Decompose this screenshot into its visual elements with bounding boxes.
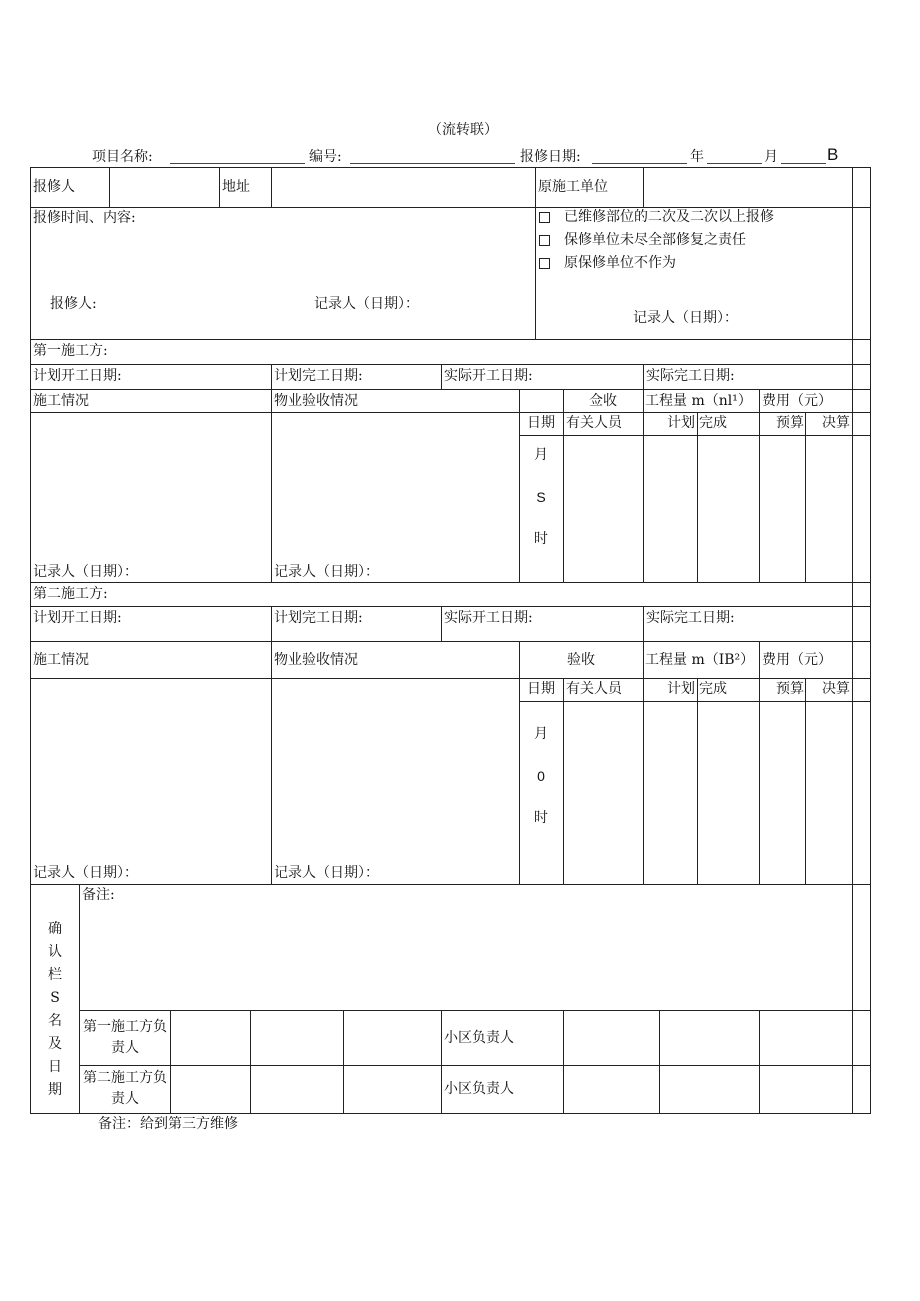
option-label-1: 已维修部位的二次及二次以上报修 (564, 209, 774, 225)
confirm-remark-label: 备注: (82, 887, 115, 903)
rule (30, 582, 871, 583)
second-month-char: 月 (534, 726, 548, 742)
second-construction-label: 施工情况 (33, 652, 89, 668)
rule (271, 641, 272, 885)
reporter-label: 报修人 (33, 179, 75, 195)
confirm-side-label: 确认栏S名及日期 (48, 921, 62, 1098)
rule (441, 1010, 442, 1114)
community-lead-label-1: 小区负责人 (444, 1030, 514, 1046)
report-date-label: 报修日期: (520, 149, 581, 165)
rule (271, 364, 272, 390)
rule (343, 1010, 344, 1114)
first-party-title: 第一施工方: (33, 343, 108, 359)
rule (643, 389, 644, 583)
first-cost-label: 费用（元） (762, 393, 832, 409)
second-quantity-label: 工程量 m（IB²） (645, 652, 755, 668)
second-party-title: 第二施工方: (33, 586, 108, 602)
first-party-lead-label: 第一施工方负责人 (83, 1019, 167, 1056)
original-unit-label: 原施工单位 (538, 179, 608, 195)
rule (697, 678, 698, 885)
month-line[interactable] (707, 163, 762, 164)
first-mid-char: S (536, 489, 546, 505)
first-month-char: 月 (534, 447, 548, 463)
day-line[interactable] (781, 163, 826, 164)
rule (109, 167, 110, 208)
rule (250, 1010, 251, 1114)
first-actual-start-label: 实际开工日期: (444, 368, 533, 384)
second-property-label: 物业验收情况 (274, 652, 358, 668)
project-name-label: 项目名称: (92, 149, 153, 165)
year-label: 年 (690, 149, 704, 165)
report-reporter-label: 报修人: (50, 296, 97, 312)
rule (805, 412, 806, 583)
first-quantity-label: 工程量 m（nl¹） (645, 393, 752, 409)
first-property-label: 物业验收情况 (274, 393, 358, 409)
rule (441, 364, 442, 390)
rule (535, 167, 536, 208)
rule (271, 606, 272, 642)
first-date-label: 日期 (527, 415, 555, 431)
rule (30, 167, 871, 168)
rule (519, 701, 871, 702)
rule (563, 678, 564, 885)
rule (643, 364, 644, 390)
rule (759, 389, 760, 583)
month-label: 月 (764, 149, 778, 165)
second-party-lead-label: 第二施工方负责人 (83, 1070, 167, 1107)
rule (643, 641, 644, 885)
second-persons-label: 有关人员 (566, 681, 622, 697)
rule (30, 389, 871, 390)
rule (563, 1010, 564, 1114)
rule (759, 641, 760, 885)
rule (170, 1010, 171, 1114)
rule (697, 412, 698, 583)
first-plan-label: 计划 (667, 415, 695, 431)
second-budget-label: 预算 (776, 681, 804, 697)
second-recorder-right: 记录人（日期）： (274, 865, 379, 881)
rule (852, 167, 853, 1114)
first-recorder-right: 记录人（日期）： (274, 564, 379, 580)
address-label: 地址 (222, 179, 250, 195)
second-recorder-left: 记录人（日期）： (33, 865, 138, 881)
year-line[interactable] (592, 163, 687, 164)
second-plan-end-label: 计划完工日期: (274, 610, 363, 626)
rule (535, 207, 536, 340)
rule (30, 364, 871, 365)
first-acceptance-label: 佥收 (589, 393, 617, 409)
second-actual-start-label: 实际开工日期: (444, 610, 533, 626)
rule (30, 167, 31, 1114)
rule (643, 167, 644, 208)
first-done-label: 完成 (699, 415, 727, 431)
rule (30, 207, 871, 208)
report-time-content-label: 报修时间、内容: (33, 210, 136, 226)
rule (30, 641, 871, 642)
rule (659, 1010, 660, 1114)
rule (271, 389, 272, 583)
number-line[interactable] (350, 163, 515, 164)
first-construction-label: 施工情况 (33, 393, 89, 409)
rule (271, 167, 272, 208)
rule (519, 435, 871, 436)
second-cost-label: 费用（元） (762, 652, 832, 668)
project-name-line[interactable] (170, 163, 305, 164)
second-date-label: 日期 (527, 681, 555, 697)
rule (30, 339, 871, 340)
day-label: B (827, 145, 839, 164)
first-actual-end-label: 实际完工日期: (646, 368, 735, 384)
second-time-char: 时 (534, 810, 548, 826)
rule (563, 389, 564, 583)
rule (30, 678, 871, 679)
rule (870, 167, 871, 1114)
rule (643, 606, 644, 642)
rule (30, 412, 871, 413)
rule (759, 1010, 760, 1114)
first-time-char: 时 (534, 531, 548, 547)
number-label: 编号: (309, 149, 342, 165)
first-persons-label: 有关人员 (566, 415, 622, 431)
first-budget-label: 预算 (776, 415, 804, 431)
footnote: 备注：给到第三方维修 (98, 1116, 238, 1132)
second-final-label: 决算 (822, 681, 850, 697)
rule (30, 884, 871, 885)
second-acceptance-label: 验收 (567, 652, 595, 668)
rule (441, 606, 442, 642)
second-plan-label: 计划 (667, 681, 695, 697)
rule (805, 678, 806, 885)
report-right-recorder-label: 记录人（日期）： (633, 310, 738, 326)
second-mid-char: 0 (537, 768, 545, 784)
option-label-3: 原保修单位不作为 (564, 255, 676, 271)
rule (79, 884, 80, 1114)
rule (30, 1113, 871, 1114)
rule (79, 1010, 871, 1011)
community-lead-label-2: 小区负责人 (444, 1081, 514, 1097)
option-checkbox-1[interactable] (539, 212, 550, 223)
rule (79, 1065, 871, 1066)
option-checkbox-2[interactable] (539, 235, 550, 246)
second-done-label: 完成 (699, 681, 727, 697)
rule (219, 167, 220, 208)
rule (519, 641, 520, 885)
report-recorder-label: 记录人（日期）： (314, 296, 419, 312)
form-subtitle: （流转联） (428, 122, 498, 138)
second-actual-end-label: 实际完工日期: (646, 610, 735, 626)
first-recorder-left: 记录人（日期）： (33, 564, 138, 580)
first-plan-start-label: 计划开工日期: (33, 368, 122, 384)
second-plan-start-label: 计划开工日期: (33, 610, 122, 626)
option-label-2: 保修单位未尽全部修复之责任 (564, 232, 746, 248)
option-checkbox-3[interactable] (539, 258, 550, 269)
rule (30, 606, 871, 607)
first-plan-end-label: 计划完工日期: (274, 368, 363, 384)
first-final-label: 决算 (822, 415, 850, 431)
